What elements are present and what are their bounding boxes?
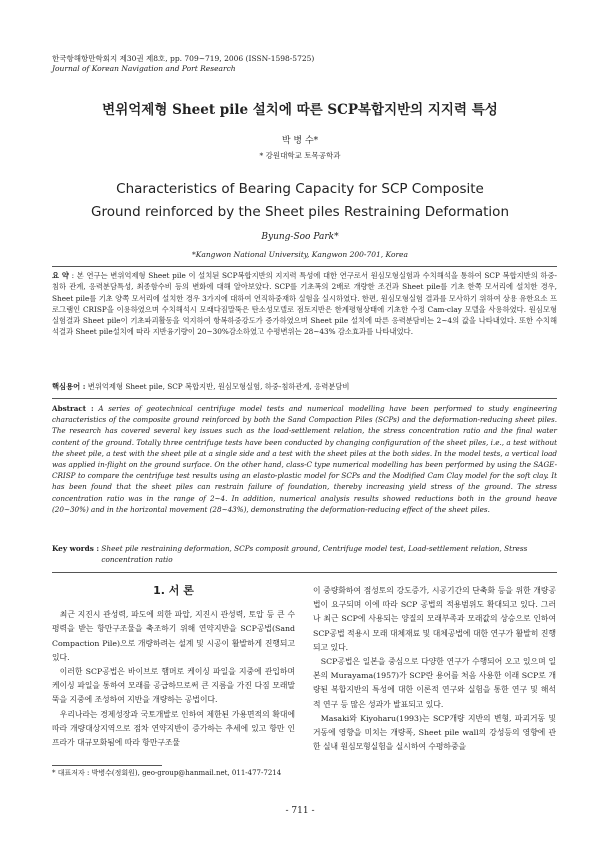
keywords-korean <box>52 381 557 392</box>
abstract-english-label: Abstract : <box>52 404 94 413</box>
body-paragraph: 이러한 SCP공법은 바이브로 햄머로 케이싱 파일을 지중에 관입하며 케이싱 파일을 통하여 모래를 공급하므로써 큰 지름을 가진 다짐 모래말뚝을 지중에 조성하여 지반을 개량하는 공법이다. <box>52 667 295 705</box>
body-paragraph: 최근 지진시 관성력, 파도에 의한 파압, 지진시 관성력, 토압 등 큰 수평력을 받는 항만구조물을 축조하기 위해 연약지반을 SCP공법(Sand Compaction Pile)으로 개량하려는 설계 및 시공이 활발하게 진행되고 있다. <box>52 610 295 662</box>
divider-top <box>52 266 557 267</box>
page-number: - 711 - <box>285 806 315 816</box>
journal-name-en: Journal of Korean Navigation and Port Research <box>52 64 236 73</box>
keywords-korean-text: 변위억제형 Sheet pile, SCP 복합지반, 원심모형실험, 하중-침하관계, 응력분담비 <box>87 382 350 391</box>
section-heading-introduction: 1. 서 론 <box>153 584 194 597</box>
affiliation-english: *Kangwon National University, Kangwon 200-701, Korea <box>192 250 408 259</box>
title-english-line2: Ground reinforced by the Sheet piles Restraining Deformation <box>91 204 509 220</box>
body-paragraph: 이 중량화하여 점성토의 강도증가, 시공기간의 단축화 등을 위한 개량공법이 요구되며 이에 따라 SCP 공법의 적용범위도 확대되고 있다. 그러나 최근 SCP에 사용되는 양질의 모래부족과 모래값의 상승으로 인하여 SCP공법 적용시 모래 대체재료 및 대체공법에 대한 연구가 활발히 진행되고 있다. <box>313 586 556 652</box>
keywords-english-text: Sheet pile restraining deformation, SCPs composit ground, Centrifuge model test, Load-settlement relation, Stress concentration ratio <box>101 544 528 564</box>
keywords-english <box>52 543 557 565</box>
divider-middle <box>52 398 557 399</box>
body-column-right <box>313 584 556 754</box>
author-korean: 박 병 수* <box>281 136 319 146</box>
body-paragraph: SCP공법은 일본을 중심으로 다양한 연구가 수행되어 오고 있으며 일본의 Murayama(1957)가 SCP란 용어를 처음 사용한 이래 SCP로 개량된 복합지반의 특성에 대한 이론적 연구와 실험을 통한 연구 및 해석적 연구 등 많은 성과가 발표되고 있다. <box>313 657 556 709</box>
journal-citation: 한국항해항만학회지 제30권 제8호, pp. 709~719, 2006 (ISSN-1598-5725) <box>52 54 315 63</box>
abstract-korean-label: 요 약 <box>52 271 69 280</box>
body-paragraph: Masaki와 Kiyoharu(1993)는 SCP개량 지반의 변형, 파괴거동 및 거동에 영향을 미치는 개량폭, Sheet pile wall의 강성등의 영향에 관한 실내 원심모형실험을 실시하여 수평하중을 <box>313 713 556 752</box>
abstract-korean <box>52 270 557 338</box>
footnote-divider <box>52 765 162 766</box>
title-korean: 변위억제형 Sheet pile 설치에 따른 SCP복합지반의 지지력 특성 <box>102 102 498 118</box>
title-english-line1: Characteristics of Bearing Capacity for SCP Composite <box>116 181 484 197</box>
author-english: Byung-Soo Park* <box>261 232 339 242</box>
abstract-english <box>52 403 557 515</box>
journal-header <box>52 54 314 74</box>
keywords-english-label: Key words : <box>52 544 100 553</box>
body-column-left <box>52 584 295 750</box>
affiliation-korean: * 강원대학교 토목공학과 <box>259 151 341 160</box>
title-english <box>0 178 600 224</box>
keywords-korean-label: 핵심용어 : <box>52 382 86 391</box>
divider-bottom <box>52 572 557 573</box>
footnote-corresponding-author: * 대표저자 : 박병수(정회원), geo-group@hanmail.net, 011-477-7214 <box>52 769 282 777</box>
body-paragraph: 우리나라는 경제성장과 국토개발로 인하여 제한된 가용면적의 확대에 따라 개량대상지역으로 점차 연약지반이 증가하는 추세에 있고 항만 인프라가 대규모화됨에 따라 항만구조물 <box>52 709 295 748</box>
abstract-korean-text: : 본 연구는 변위억제형 Sheet pile 이 설치된 SCP복합지반의 지지력 특성에 대한 연구로서 원심모형실험과 수치해석을 통하여 SCP 복합지반의 하중-침하 관계, 응력분담특성, 최종함수비 등의 변화에 대해 알아보았다. SCP를 기초폭의 2배로 개량한 조건과 Sheet pile를 기초 한쪽 모서리에 설치한 경우, Sheet pile를 기초 양쪽 모서리에 설치한 경우 3가지에 대하여 연직하중재하 실험을 실시하였다. 한편, 원심모형실험 결과를 모사하기 위하여 상용 유한요소 프로그램인 CRISP을 이용하였으며 수치해석시 모래다짐말뚝은 탄소성모델로 점토지반은 한계평형상태에 기초한 수정 Cam-clay 모델을 사용하였다. 원심모형실험결과 Sheet pile이 기초파괴활동을 억지하여 항복하중강도가 증가하였으며 Sheet pile 설치에 따른 응력분담비는 2~4의 값을 나타내었다. 또한 수치해석결과 Sheet pile설치에 따라 지반융기량이 20~30%감소하였고 수평변위는 28~43% 감소효과를 나타내었다. <box>52 271 557 337</box>
abstract-english-text: A series of geotechnical centrifuge model tests and numerical modelling have been performed to study engineering characteristics of the composite ground reinforced by both the Sand Compaction Piles (SCPs) and the deformation-reducing sheet piles. The research has covered several key issues such as the load-settlement relation, the stress concentration ratio and the final water content of the ground. Totally three centrifuge tests have been conducted by changing configuration of the sheet piles, i.e., a test without the sheet pile, a test with the sheet pile at a single side and a test with the sheet piles at the both sides. In the model tests, a vertical load was applied in-flight on the ground surface. On the other hand, class-C type numerical modelling has been performed by using the SAGE-CRISP to compare the centrifuge test results using an elasto-plastic model for SCPs and the Modified Cam Clay model for the soft clay. It has been found that the sheet piles can restrain failure of foundation, thereby increasing yield stress of the ground. The stress concentration ratio was in the range of 2~4. In addition, numerical analysis results showed reductions both in the ground heave (20~30%) and in the horizontal movement (28~43%), demonstrating the deformation-reducing effect of the sheet piles. <box>52 404 557 514</box>
